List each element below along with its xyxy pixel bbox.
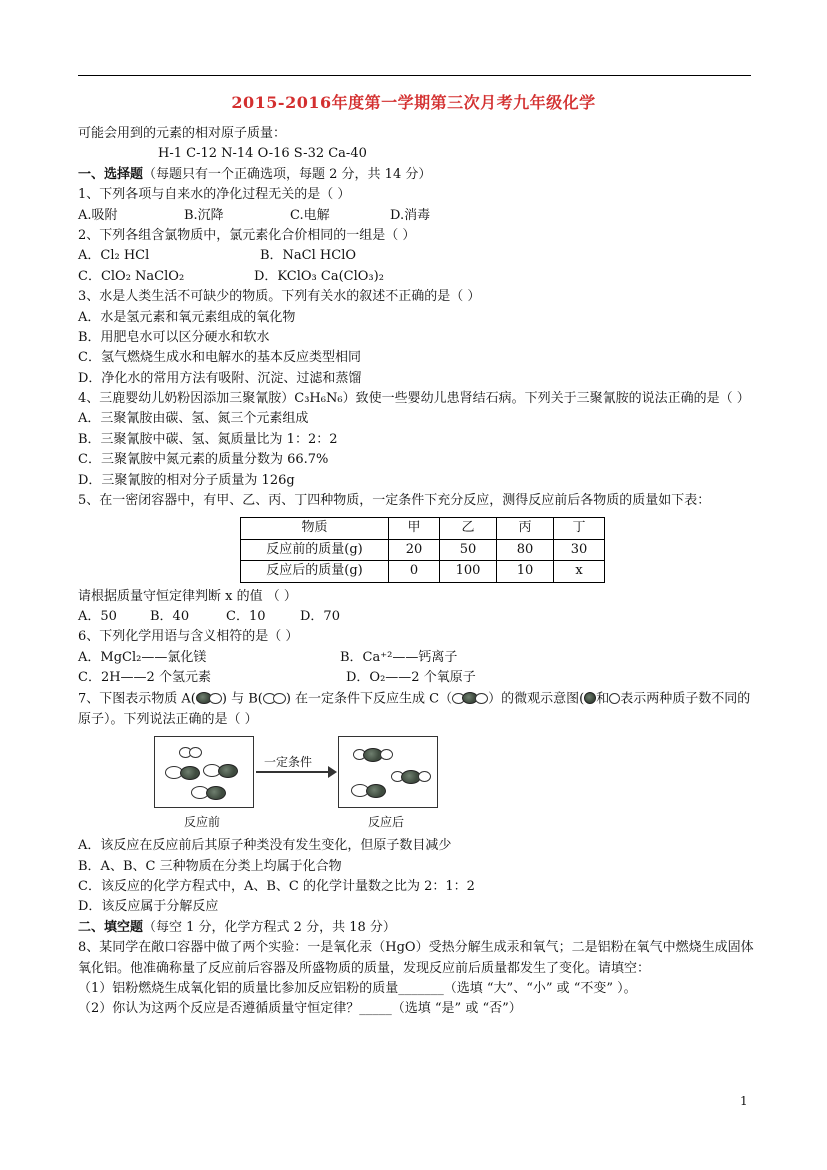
q6-options-cd [78,668,754,688]
q3-stem: 3、水是人类生活不可缺少的物质。下列有关水的叙述不正确的是（ ） [78,289,481,305]
molecule-b-icon [179,743,202,763]
table-cell: 20 [389,539,440,560]
header-rule [78,75,751,76]
table-cell: 30 [554,539,605,560]
q7-stem-part: 和 [596,691,610,707]
table-cell: 0 [389,561,440,582]
q5-options [78,607,754,627]
q2-options-cd [78,267,754,287]
section1-note: （每题只有一个正确选项，每题 2 分，共 14 分） [143,166,432,182]
q6-stem: 6、下列化学用语与含义相符的是（ ） [78,629,299,645]
section2-note: （每空 1 分，化学方程式 2 分，共 18 分） [143,919,396,935]
q7-stem-part: ）的微观示意图( [488,691,585,707]
q1-options [78,206,754,226]
molecule-a-icon [165,763,200,783]
table-cell: 100 [440,561,497,582]
molecule-c-icon [353,745,393,765]
q1-option-a: A.吸附 [78,207,118,223]
table-cell: x [554,561,605,582]
table-header-cell: 甲 [389,518,440,539]
q8-stem: 8、某同学在敞口容器中做了两个实验：一是氧化汞（HgO）受热分解生成汞和氧气；二是铝粉在氧气中燃烧生成固体氧化铝。他准确称量了反应前后容器及所盛物质的质量，发现反应前后质量都发生了变化。请填空： [78,940,754,976]
light-atom-icon [609,689,620,709]
after-caption: 反应后 [368,815,405,830]
table-header-row [241,518,605,539]
molecule-b-icon [263,689,286,709]
q5-option-c: C．10 [226,609,266,625]
section2-heading [78,918,754,938]
q5-stem: 5、在一密闭容器中，有甲、乙、丙、丁四种物质，一定条件下充分反应，测得反应前后各物质的质量如下表： [78,493,711,509]
molecule-a-icon [203,761,238,781]
q7-stem-part: ) 与 B( [221,691,263,707]
q2-option-d: D．KClO₃ Ca(ClO₃)₂ [254,268,384,284]
before-box [154,736,254,808]
reaction-diagram [78,736,754,834]
q3-option-d: D．净化水的常用方法有吸附、沉淀、过滤和蒸馏 [78,370,362,386]
arrow-head-icon [328,766,337,778]
q4-stem: 4、三鹿婴幼儿奶粉因添加三聚氰胺）C₃H₆N₆）致使一些婴幼儿患肾结石病。下列关于三聚氰胺的说法正确的是（ ） [78,391,750,407]
table-cell: 反应后的质量(g) [241,561,389,582]
q2-option-a: A．Cl₂ HCl [78,248,150,264]
q1-option-c: C.电解 [290,207,330,223]
molecule-a-icon [191,783,226,803]
intro-text: 可能会用到的元素的相对原子质量： [78,126,287,141]
q4-option-d: D．三聚氰胺的相对分子质量为 126g [78,472,295,488]
q2-stem: 2、下列各组含氯物质中，氯元素化合价相同的一组是（ ） [78,227,416,243]
table-header-cell: 丙 [497,518,554,539]
atomic-masses: H-1 C-12 N-14 O-16 S-32 Ca-40 [158,146,367,162]
section1-title: 一、选择题 [78,166,144,182]
q5-option-a: A．50 [78,609,117,625]
q6-option-b: B．Ca⁺²——钙离子 [340,649,458,665]
table-header-cell: 丁 [554,518,605,539]
q3-option-c: C．氢气燃烧生成水和电解水的基本反应类型相同 [78,350,361,366]
q7-option-b: B．A、B、C 三种物质在分类上均属于化合物 [78,858,342,874]
q1-stem: 1、下列各项与自来水的净化过程无关的是（ ） [78,187,351,203]
q6-option-c: C．2H——2 个氢元素 [78,670,211,686]
molecule-c-icon [391,767,431,787]
q7-option-c: C．该反应的化学方程式中，A、B、C 的化学计量数之比为 2：1：2 [78,878,475,894]
q1-option-d: D.消毒 [390,207,431,223]
q5-option-b: B．40 [150,609,190,625]
table-row [241,561,605,582]
q4-option-c: C．三聚氰胺中氮元素的质量分数为 66.7% [78,452,329,468]
table-cell: 50 [440,539,497,560]
q5-option-d: D．70 [300,609,340,625]
q6-option-d: D．O₂——2 个氧原子 [346,670,476,686]
q7-stem-part: 表示两种质子数不同的原子）。下列说法正确的是（ ） [78,691,751,727]
reaction-condition: 一定条件 [264,755,313,770]
q7-stem-part: 7、下图表示物质 A( [78,691,196,707]
molecule-a-icon [196,689,222,709]
molecule-c-icon [452,689,488,709]
q4-option-b: B．三聚氰胺中碳、氢、氮质量比为 1：2：2 [78,431,338,447]
q2-option-c: C．ClO₂ NaClO₂ [78,268,185,284]
table-row [241,539,605,560]
table-cell: 反应前的质量(g) [241,539,389,560]
q5-ask: 请根据质量守恒定律判断 x 的值 （ ） [78,588,297,604]
exam-content [78,124,754,1020]
mass-table [240,517,605,582]
before-caption: 反应前 [184,815,221,830]
molecule-a-icon [351,781,386,801]
table-cell: 10 [497,561,554,582]
q6-option-a: A．MgCl₂——氯化镁 [78,649,207,665]
q7-stem [78,689,754,731]
q7-option-a: A．该反应在反应前后其原子种类没有发生变化，但原子数目减少 [78,838,452,854]
q6-options-ab [78,648,754,668]
q7-stem-part: ) 在一定条件下反应生成 C（ [285,691,453,707]
page-number: 1 [740,1094,748,1108]
table-cell: 80 [497,539,554,560]
q1-option-b: B.沉降 [184,207,224,223]
q8-part1: （1）铝粉燃烧生成氧化铝的质量比参加反应铝粉的质量_______（选填 “大”、“小” 或 “不变” ）。 [78,980,637,996]
q2-option-b: B．NaCl HClO [260,248,357,264]
dark-atom-icon [584,689,596,709]
section1-heading [78,165,754,185]
q3-option-a: A．水是氢元素和氧元素组成的氧化物 [78,309,296,325]
table-header-cell: 乙 [440,518,497,539]
section2-title: 二、填空题 [78,919,144,935]
table-header-cell: 物质 [241,518,389,539]
q8-part2: （2）你认为这两个反应是否遵循质量守恒定律？_____（选填 “是” 或 “否”） [78,1001,522,1017]
q7-option-d: D．该反应属于分解反应 [78,899,219,915]
q3-option-b: B．用肥皂水可以区分硬水和软水 [78,329,270,345]
after-box [338,736,438,808]
exam-title: 2015-2016年度第一学期第三次月考九年级化学 [231,93,596,112]
q4-option-a: A．三聚氰胺由碳、氢、氮三个元素组成 [78,411,309,427]
q2-options-ab [78,246,754,266]
